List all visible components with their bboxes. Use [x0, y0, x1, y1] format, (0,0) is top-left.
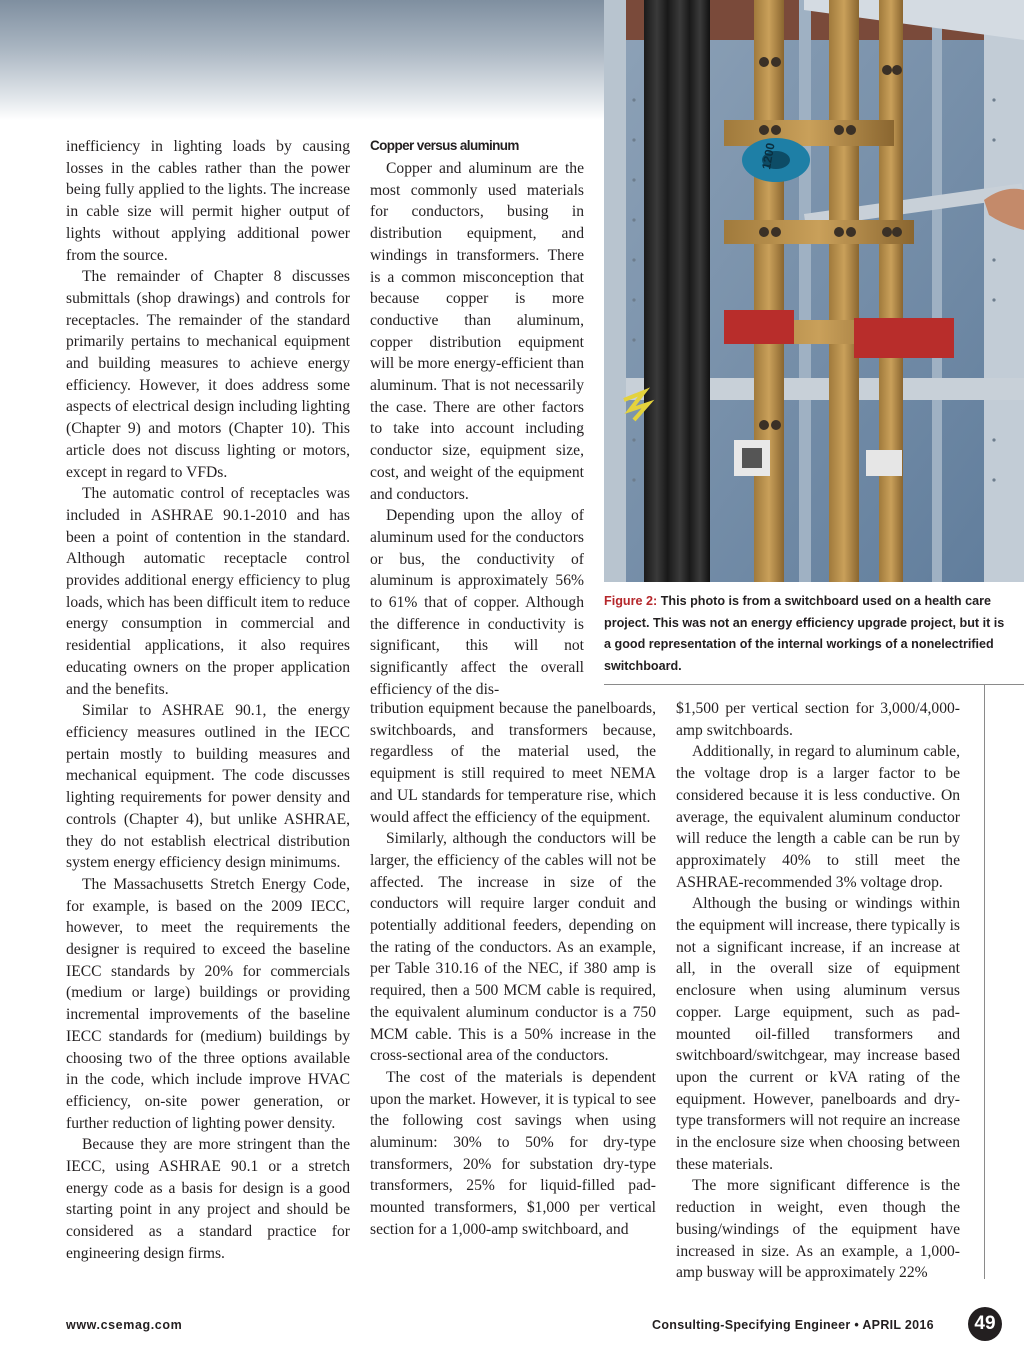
paragraph: $1,500 per vertical section for 3,000/4,000-amp switchboards. — [676, 700, 960, 739]
footer-publication: Consulting-Specifying Engineer • APRIL 2016 — [652, 1318, 934, 1332]
article-column-2-lower — [370, 698, 656, 1241]
paragraph: Additionally, in regard to aluminum cable, the voltage drop is a larger factor to be considered because it is less conductive. On average, the equivalent aluminum conductor will reduce the length a cable can be run by approximately 40% to still meet the ASHRAE-recommended 3% voltage drop. — [676, 743, 960, 891]
paragraph: Copper and aluminum are the most commonly used materials for conductors, busing in distribution equipment, and windings in transformers. There is a common misconception that because copper is more conductive than aluminum, copper distribution equipment will be more energy-efficient than aluminum. That is not necessarily the case. There are other factors to take into account including conductor size, equipment size, cost, and weight of the equipment and conductors. — [370, 160, 584, 503]
section-heading: Copper versus aluminum — [370, 138, 519, 153]
footer-website: www.csemag.com — [66, 1318, 183, 1332]
figure-label: Figure 2: — [604, 594, 658, 608]
caption-divider — [604, 684, 1024, 685]
article-column-3 — [676, 698, 960, 1284]
paragraph: Similar to ASHRAE 90.1, the energy efficiency measures outlined in the IECC pertain mostly to building measures and mechanical equipment. The code discusses lighting requirements for power density and controls (Chapter 4), but unlike ASHRAE, they do not establish electrical distribution system energy efficiency design minimums. — [66, 702, 350, 872]
article-column-1 — [66, 136, 350, 1265]
paragraph: The remainder of Chapter 8 discusses submittals (shop drawings) and controls for receptacles. The remainder of the standard primarily pertains to mechanical equipment and building measures to achieve energy efficiency. However, it does address some aspects of electrical design including lighting (Chapter 9) and motors (Chapter 10). This article does not discuss lighting or motors, except in regard to VFDs. — [66, 268, 350, 481]
ct-marking: 1200 — [759, 141, 778, 171]
column-divider — [984, 684, 985, 1279]
paragraph: The Massachusetts Stretch Energy Code, for example, is based on the 2009 IECC, however, to meet the requirements the designer is required to exceed the baseline IECC standards by 20% for commercials (medium or large) buildings or providing incremental improvements of the baseline IECC standards for (medium) buildings by choosing two of the three options available in the code, which include improve HVAC efficiency, on-site power generation, or further reduction of lighting power density. — [66, 875, 350, 1132]
paragraph: Similarly, although the conductors will be larger, the efficiency of the cables will not be affected. The increase in size of the conductors will require larger conduit and potentially additional feeders, depending on the rating of the conductors. As an example, per Table 310.16 of the NEC, if 380 amp is required, then a 500 MCM cable is required, the equivalent aluminum conductor is a 750 MCM cable. This is a 50% increase in the cross-sectional area of the conductors. — [370, 830, 656, 1065]
paragraph: tribution equipment because the panelboards, switchboards, and transformers because, regardless of the material used, the equipment is still required to meet NEMA and UL standards for temperature rise, which would affect the efficiency of the equipment. — [370, 700, 656, 826]
paragraph: The automatic control of receptacles was included in ASHRAE 90.1-2010 and has been a point of contention in the standard. Although automatic receptacle control provides additional energy efficiency to plug loads, which has been difficult item to reduce energy consumption in commercial and residential applications, it also requires educating owners on the proper application and the benefits. — [66, 485, 350, 698]
article-column-2-upper — [370, 136, 584, 701]
paragraph: The cost of the materials is dependent upon the market. However, it is typical to see the following cost savings when using aluminum: 30% to 50% for dry-type transformers, 20% for substation dry-type transformers, 25% for liquid-filled pad-mounted transformers, $1,000 per vertical section for a 1,000-amp switchboard, and — [370, 1068, 656, 1238]
paragraph: inefficiency in lighting loads by causing losses in the cables rather than the power being fully applied to the lights. The increase in cable size will permit higher output of lights without applying additional power from the source. — [66, 138, 350, 264]
switchboard-photo — [604, 0, 1024, 582]
page-number: 49 — [968, 1307, 1002, 1341]
figure-caption — [604, 591, 1009, 677]
paragraph: Depending upon the alloy of aluminum used for the conductors or bus, the conductivity of aluminum is approximately 56% to 61% that of copper. Although the difference in conductivity is significant, this will not significantly affect the overall efficiency of the dis- — [370, 507, 584, 698]
paragraph: Because they are more stringent than the IECC, using ASHRAE 90.1 or a stretch energy code as a basis for design is a good starting point in any project and should be considered as a standard practice for engineering design firms. — [66, 1136, 350, 1262]
figure-caption-text: This photo is from a switchboard used on a health care project. This was not an energy efficiency upgrade project, but it is a good representation of the internal workings of a nonelectrified switchboard. — [604, 594, 1005, 673]
paragraph: The more significant difference is the reduction in weight, even though the busing/windings of the equipment have increased in size. As an example, a 1,000-amp busway will be approximately 22% — [676, 1177, 960, 1282]
paragraph: Although the busing or windings within the equipment will increase, there typically is not a significant increase, if an increase at all, in the overall size of equipment enclosure when using aluminum versus copper. Large equipment, such as pad-mounted oil-filled transformers and switchboard/switchgear, may increase based upon the current or kVA rating of the equipment. However, panelboards and dry-type transformers will not require an increase in the enclosure size when choosing between these materials. — [676, 895, 960, 1173]
